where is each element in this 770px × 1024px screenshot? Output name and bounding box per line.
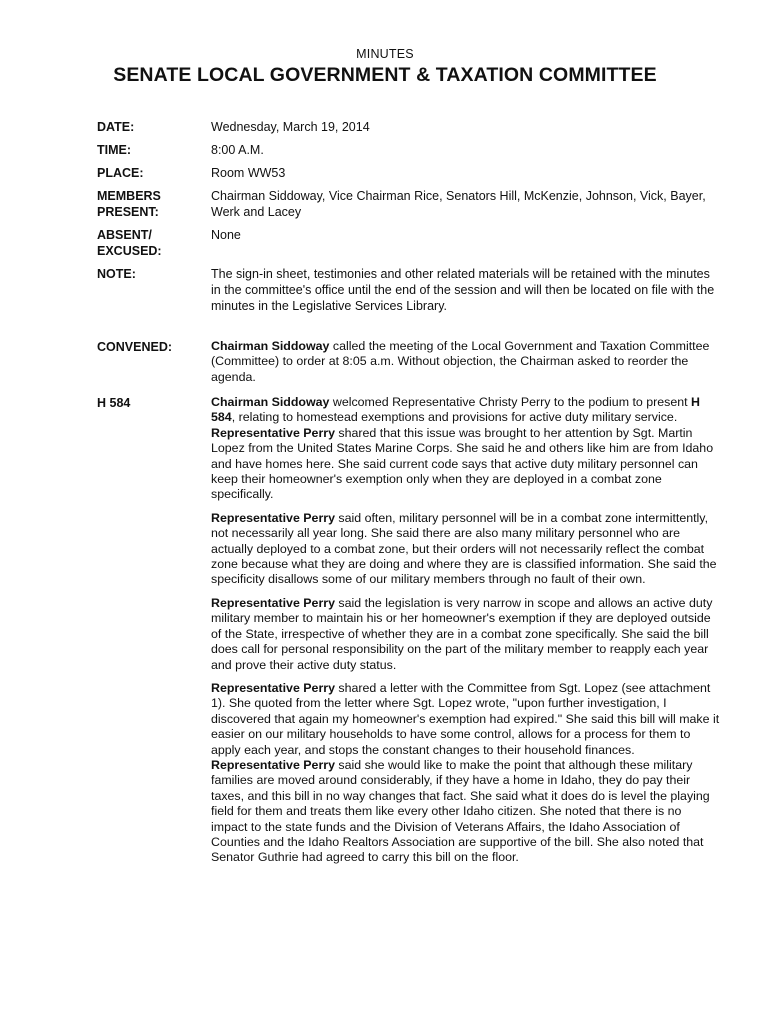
note-value: The sign-in sheet, testimonies and other related materials will be retained with the minutes in the committee's office until the end of the session and will then be located on file with the minutes in the Legislative Services Library. — [211, 267, 715, 313]
paragraph-text: shared that this issue was brought to her attention by Sgt. Martin Lopez from the United States Marine Corps. She said he and others like him are from Idaho and have homes here. She said current code says that active duty military personnel can keep their homeowner's exemption only when they are deployed in a combat zone specifically. — [211, 425, 714, 502]
paragraph-text: said she would like to make the point that although these military families are moved around considerably, if they have a home in Idaho, they do pay their taxes, and this bill in no way changes that fact. She said what it does do is level the playing field for them and treats them like every other Idaho citizen. She noted that there is no impact to the state funds and the Division of Veterans Affairs, the Idaho Association of Counties and the Idaho Realtors Association are supportive of the bill. She also noted that Senator Guthrie had agreed to carry this bill on the floor. — [211, 757, 710, 865]
h584-paragraph-2 — [211, 511, 721, 588]
time-value: 8:00 A.M. — [211, 143, 264, 157]
place-value: Room WW53 — [211, 166, 286, 180]
members-present-value: Chairman Siddoway, Vice Chairman Rice, Senators Hill, McKenzie, Johnson, Vick, Bayer, Werk and Lacey — [211, 189, 706, 219]
h584-label: H 584 — [97, 396, 131, 410]
speaker-name: Representative Perry — [211, 595, 335, 610]
place-label: PLACE: — [97, 166, 144, 180]
speaker-name: Representative Perry — [211, 425, 335, 440]
h584-paragraph-1 — [211, 395, 721, 503]
convened-paragraph — [211, 339, 721, 385]
date-label: DATE: — [97, 120, 135, 134]
absent-excused-value: None — [211, 228, 241, 242]
bill-number: H 584 — [211, 395, 700, 425]
paragraph-text: welcomed Representative Christy Perry to the podium to present — [329, 395, 691, 409]
members-present-label: MEMBERS PRESENT: — [97, 189, 161, 219]
paragraph-text: said the legislation is very narrow in scope and allows an active duty military member to maintain his or her homeowner's exemption if they are deployed outside of the State, irrespective of whether they are in a combat zone specifically. She said the bill does call for personal responsibility on the part of the military member to reapply each year and prove their active duty status. — [211, 595, 713, 672]
speaker-name: Representative Perry — [211, 680, 335, 695]
h584-body — [211, 395, 721, 874]
paragraph-text: said often, military personnel will be in a combat zone intermittently, not necessarily all year long. She said there are also many military personnel who are actually deployed to a combat zone, but their orders will not necessarily reflect the combat zone because what they are doing and where they are is classified information. She said the specificity disallows some of our military members through no fault of their own. — [211, 510, 717, 587]
h584-paragraph-4 — [211, 681, 721, 866]
absent-excused-label: ABSENT/ EXCUSED: — [97, 228, 162, 258]
speaker-name: Representative Perry — [211, 510, 335, 525]
convened-body — [211, 339, 721, 393]
h584-paragraph-3 — [211, 596, 721, 673]
paragraph-text: called the meeting of the Local Government and Taxation Committee (Committee) to order at 8:05 a.m. Without objection, the Chairman asked to reorder the agenda. — [211, 339, 710, 384]
time-label: TIME: — [97, 143, 132, 157]
document-kicker: MINUTES — [356, 47, 414, 61]
paragraph-text: , relating to homestead exemptions and provisions for active duty military service. — [231, 410, 678, 425]
note-label: NOTE: — [97, 267, 136, 281]
convened-label: CONVENED: — [97, 340, 173, 354]
paragraph-text: shared a letter with the Committee from Sgt. Lopez (see attachment 1). She quoted from the letter where Sgt. Lopez wrote, "upon further investigation, I discovered that again my homeowner's exemption had expired." She said this bill will make it easier on our military households to have some control, allows for a process for them to apply each year, and stops the constant changes to their household finances. — [211, 680, 720, 757]
speaker-name: Chairman Siddoway — [211, 395, 330, 409]
speaker-name: Chairman Siddoway — [211, 339, 330, 353]
speaker-name: Representative Perry — [211, 757, 335, 772]
committee-title: SENATE LOCAL GOVERNMENT & TAXATION COMMITTEE — [113, 64, 657, 86]
date-value: Wednesday, March 19, 2014 — [211, 120, 370, 134]
